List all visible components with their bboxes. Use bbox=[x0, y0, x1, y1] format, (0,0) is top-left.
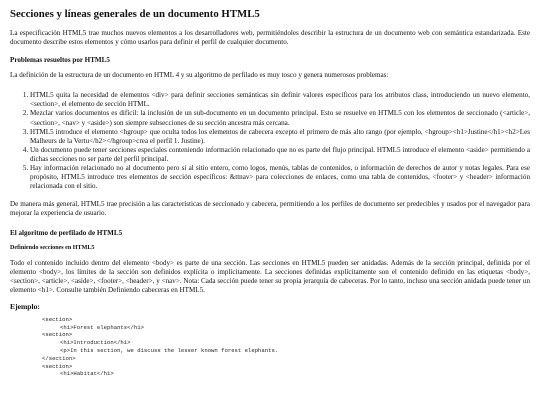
problems-list bbox=[10, 91, 530, 191]
list-item: 2. Mezclar varios documentos es difícil: la inclusión de un sub-documento en un documento principal. Esto se resuelve en HTML5 con los elementos de seccionado (<article>, <section>, <nav> y <aside>) son siempre subsecciones de su sección ancestra más cercana. bbox=[30, 109, 530, 127]
list-item: 1. HTML5 quita la necesidad de elementos <div> para definir secciones semánticas sin definir valores específicos para los atributos class, introduciendo un nuevo elemento, <section>, el elemento de sección HTML. bbox=[30, 91, 530, 109]
code-line: </section> bbox=[42, 354, 76, 362]
page-title: Secciones y líneas generales de un documento HTML5 bbox=[10, 8, 260, 20]
list-item: 3. HTML5 introduce el elemento <hgroup> que oculta todos los elementos de cabecera excepto el primero de más alto rango (por ejemplo, <hgroup><h1>Justine</h1><h2>Les Malheurs de la Vertu</h2></hgroup>crea el perfil 1. Justine). bbox=[30, 128, 530, 146]
list-item: 5. Hay información relacionado no al documento pero si al sitio entero, como logos, menús, tablas de contenidos, o información de derechos de autor y notas legales. Para ese propósito, HTML5 introduce tres elementos de sección específicos: &ttnav> para colecciones de enlaces, como una tabla de contenidos, <footer> y <header> información relacionada con el sitio. bbox=[30, 164, 530, 191]
code-line: <p>In this section, we discuss the lesser known forest elephants. bbox=[60, 347, 279, 355]
code-line: <section> bbox=[42, 315, 73, 323]
code-line: <section> bbox=[42, 362, 73, 370]
code-example bbox=[42, 316, 530, 378]
example-label: Ejemplo: bbox=[10, 301, 40, 311]
general-paragraph: De manera más general, HTML5 trae precisión a las características de seccionado y cabecera, permitiendo a los perfiles de documento ser predecibles y usados por el navegador para mejorar la experiencia de usuario. bbox=[10, 200, 530, 218]
intro-paragraph: La especificación HTML5 trae muchos nuevos elementos a los desarrolladores web, permitiéndoles describir la estructura de un documento web con semántica estandarizada. Este documento describe estos elementos y cómo usarlos para definir el perfil de cualquier documento. bbox=[10, 29, 530, 47]
subsection-heading-sections: Definiendo secciones en HTML5 bbox=[10, 244, 95, 251]
code-line: <h1>Forest elephants</h1> bbox=[60, 323, 144, 331]
sections-paragraph: Todo el contenido incluido dentro del elemento <body> es parte de una sección. Las secciones en HTML5 pueden ser anidadas. Además de la sección principal, definida por el elemento <body>, los límites de la sección son definidos explícita o implícitamente. La secciones definidas explícitamente son el contenido definido en las etiquetas <body>, <section>, <article>, <aside>, <footer>, <header>, y <nav>. Nota: Cada sección puede tener su propia jerarquía de cabeceras. Por lo tanto, incluso una sección anidada puede tener un elemento <h1>. Consulte también Definiendo cabeceras en HTML5. bbox=[10, 258, 530, 294]
section-heading-algorithm: El algoritmo de perfilado de HTML5 bbox=[10, 228, 123, 237]
list-item: 4. Un documento puede tener secciones especiales conteniendo información relacionado que no es parte del flujo principal. HTML5 introduce el elemento <aside> permitiendo a dichas secciones no ser parte del perfil principal. bbox=[30, 146, 530, 164]
code-line: <h1>Habitat</h1> bbox=[60, 370, 114, 378]
code-line: <section> bbox=[42, 331, 73, 339]
section-heading-problems: Problemas resueltos por HTML5 bbox=[10, 56, 110, 65]
problems-paragraph: La definición de la estructura de un documento en HTML 4 y su algoritmo de perfilado es muy tosco y genera numerosos problemas: bbox=[10, 71, 389, 80]
code-line: <h1>Introduction</h1> bbox=[60, 339, 131, 347]
